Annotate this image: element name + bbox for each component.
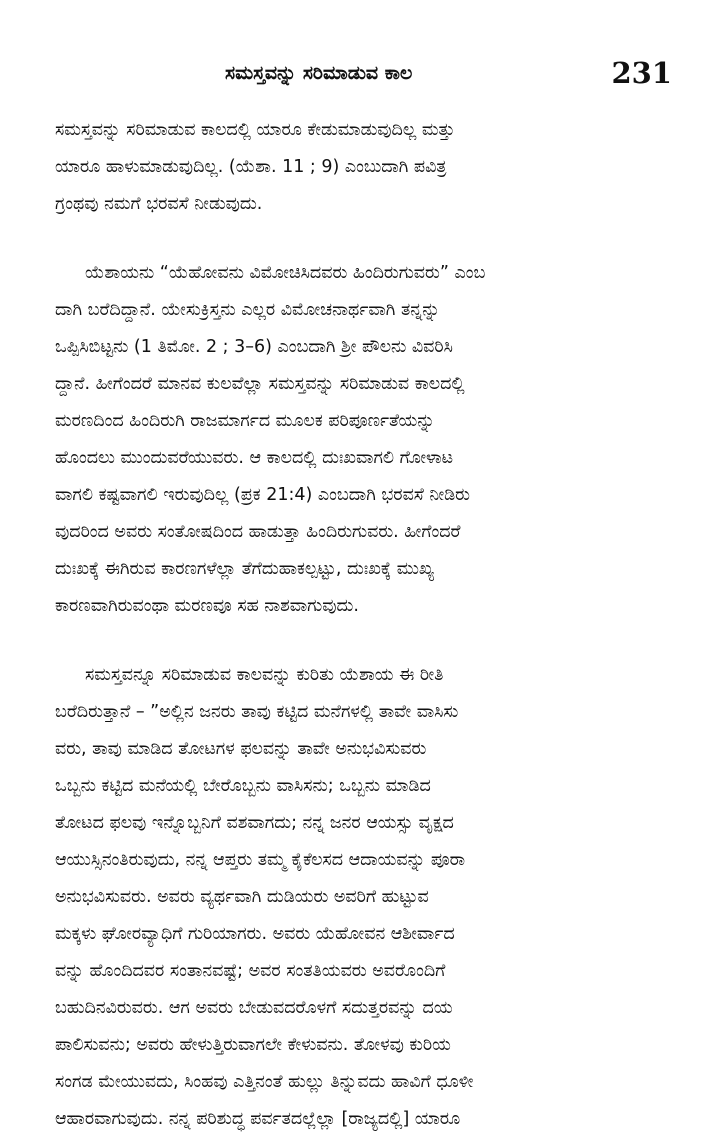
text-line: ವಾಗಲಿ ಕಷ್ಟವಾಗಲಿ ಇರುವುದಿಲ್ಲ (ಪ್ರಕ 21:4) ಎಂಬದಾಗಿ ಭರವಸೆ ನೀಡಿರು (55, 485, 470, 505)
text-line: ಮರಣದಿಂದ ಹಿಂದಿರುಗಿ ರಾಜಮಾರ್ಗದ ಮೂಲಕ ಪರಿಪೂರ್ಣತೆಯನ್ನು (55, 411, 435, 431)
text-line: ಸಮಸ್ತವನ್ನೂ ಸರಿಮಾಡುವ ಕಾಲವನ್ನು ಕುರಿತು ಯೆಶಾಯ ಈ ರೀತಿ (85, 665, 444, 685)
text-line: ಯಾರೂ ಹಾಳುಮಾಡುವುದಿಲ್ಲ. (ಯೆಶಾ. 11 ; 9) ಎಂಬುದಾಗಿ ಪವಿತ್ರ (55, 157, 447, 177)
text-line: ಬಹುದಿನವಿರುವರು. ಆಗ ಅವರು ಬೇಡುವದರೊಳಗೆ ಸದುತ್ತರವನ್ನು ದಯ (55, 998, 453, 1018)
paragraph-gap (55, 625, 692, 657)
paragraph-gap (55, 223, 692, 255)
paragraph-1 (55, 112, 692, 223)
text-line: ದ್ದಾನೆ. ಹೀಗೆಂದರೆ ಮಾನವ ಕುಲವೆಲ್ಲಾ ಸಮಸ್ತವನ್ನು ಸರಿಮಾಡುವ ಕಾಲದಲ್ಲಿ (55, 374, 465, 394)
text-line: ಹೊಂದಲು ಮುಂದುವರೆಯುವರು. ಆ ಕಾಲದಲ್ಲಿ ದುಃಖವಾಗಲಿ ಗೋಳಾಟ (55, 448, 454, 468)
text-line: ಆಹಾರವಾಗುವುದು. ನನ್ನ ಪರಿಶುದ್ಧ ಪರ್ವತದಲ್ಲೆಲ್ಲಾ [ರಾಜ್ಯದಲ್ಲಿ] ಯಾರೂ (55, 1109, 461, 1129)
text-line: ತೋಟದ ಫಲವು ಇನ್ನೊಬ್ಬನಿಗೆ ವಶವಾಗದು; ನನ್ನ ಜನರ ಆಯಸ್ಸು ವೃಕ್ಷದ (55, 813, 454, 833)
text-line: ಒಪ್ಪಿಸಿಬಿಟ್ಟನು (1 ತಿಮೋ. 2 ; 3–6) ಎಂಬದಾಗಿ ಶ್ರೀ ಪೌಲನು ವಿವರಿಸಿ (55, 337, 453, 357)
text-line: ಸಂಗಡ ಮೇಯುವದು, ಸಿಂಹವು ಎತ್ತಿನಂತೆ ಹುಲ್ಲು ತಿನ್ನುವದು ಹಾವಿಗೆ ಧೂಳೀ (55, 1072, 474, 1092)
text-line: ಪಾಲಿಸುವನು; ಅವರು ಹೇಳುತ್ತಿರುವಾಗಲೇ ಕೇಳುವನು. ತೋಳವು ಕುರಿಯ (55, 1035, 451, 1055)
text-line: ಗ್ರಂಥವು ನಮಗೆ ಭರವಸೆ ನೀಡುವುದು. (55, 194, 263, 214)
page-number: 231 (611, 56, 672, 90)
paragraph-3 (55, 657, 692, 1138)
text-line: ಆಯುಸ್ಸಿನಂತಿರುವುದು, ನನ್ನ ಆಪ್ತರು ತಮ್ಮ ಕೈಕೆಲಸದ ಆದಾಯವನ್ನು ಪೂರಾ (55, 850, 466, 870)
running-title: ಸಮಸ್ತವನ್ನು ಸರಿಮಾಡುವ ಕಾಲ (225, 62, 413, 84)
paragraph-2 (55, 255, 692, 625)
text-line: ಒಬ್ಬನು ಕಟ್ಟಿದ ಮನೆಯಲ್ಲಿ ಬೇರೊಬ್ಬನು ವಾಸಿಸನು; ಒಬ್ಬನು ಮಾಡಿದ (55, 776, 431, 796)
text-line: ಮಕ್ಕಳು ಘೋರವ್ಯಾಧಿಗೆ ಗುರಿಯಾಗರು. ಅವರು ಯೆಹೋವನ ಆಶೀರ್ವಾದ (55, 924, 455, 944)
text-line: ವುದರಿಂದ ಅವರು ಸಂತೋಷದಿಂದ ಹಾಡುತ್ತಾ ಹಿಂದಿರುಗುವರು. ಹೀಗೆಂದರೆ (55, 522, 461, 542)
running-header (55, 56, 692, 106)
text-line: ವನ್ನು ಹೊಂದಿದವರ ಸಂತಾನವಷ್ಟೆ; ಅವರ ಸಂತತಿಯವರು ಅವರೊಂದಿಗೆ (55, 961, 446, 981)
text-line: ದುಃಖಕ್ಕೆ ಈಗಿರುವ ಕಾರಣಗಳೆಲ್ಲಾ ತೆಗೆದುಹಾಕಲ್ಪಟ್ಟು, ದುಃಖಕ್ಕೆ ಮುಖ್ಯ (55, 559, 435, 579)
text-line: ಸಮಸ್ತವನ್ನು ಸರಿಮಾಡುವ ಕಾಲದಲ್ಲಿ ಯಾರೂ ಕೇಡುಮಾಡುವುದಿಲ್ಲ ಮತ್ತು (55, 120, 455, 140)
text-line: ಕಾರಣವಾಗಿರುವಂಥಾ ಮರಣವೂ ಸಹ ನಾಶವಾಗುವುದು. (55, 596, 359, 616)
text-line: ದಾಗಿ ಬರೆದಿದ್ದಾನೆ. ಯೇಸುಕ್ರಿಸ್ತನು ಎಲ್ಲರ ವಿಮೋಚನಾರ್ಥವಾಗಿ ತನ್ನನ್ನು (55, 300, 440, 320)
text-line: ವರು, ತಾವು ಮಾಡಿದ ತೋಟಗಳ ಫಲವನ್ನು ತಾವೇ ಅನುಭವಿಸುವರು (55, 739, 427, 759)
text-line: ಯೆಶಾಯನು “ಯೆಹೋವನು ವಿಮೋಚಿಸಿದವರು ಹಿಂದಿರುಗುವರು” ಎಂಬ (85, 263, 486, 283)
text-line: ಬರೆದಿರುತ್ತಾನೆ – ”ಅಲ್ಲಿನ ಜನರು ತಾವು ಕಟ್ಟಿದ ಮನೆಗಳಲ್ಲಿ ತಾವೇ ವಾಸಿಸು (55, 702, 459, 722)
text-line: ಅನುಭವಿಸುವರು. ಅವರು ವ್ಯರ್ಥವಾಗಿ ದುಡಿಯರು ಅವರಿಗೆ ಹುಟ್ಟುವ (55, 887, 429, 907)
